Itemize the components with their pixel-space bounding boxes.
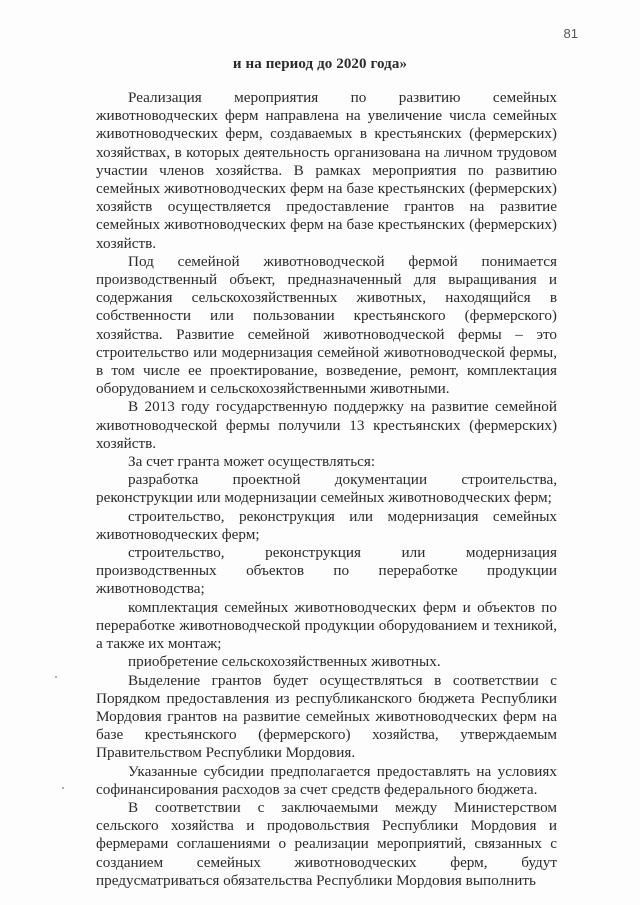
list-item: строительство, реконструкция или модернизация производственных объектов по переработке продукции животноводства;	[96, 544, 557, 598]
paragraph: Выделение грантов будет осуществляться в соответствии с Порядком предоставления из республиканского бюджета Республики Мордовия грантов на развитие семейных животноводческих ферм на базе крестьянского (фермерского) хозяйства, утверждаемым Правительством Республики Мордовия.	[96, 671, 557, 762]
list-item: строительство, реконструкция или модернизация семейных животноводческих ферм;	[96, 507, 557, 543]
paragraph: Указанные субсидии предполагается предоставлять на условиях софинансирования расходов за счет средств федерального бюджета.	[96, 762, 557, 798]
paragraph: В соответствии с заключаемыми между Министерством сельского хозяйства и продовольствия Республики Мордовия и фермерами соглашениями о реализации мероприятий, связанных с созданием семейных животноводческих ферм, будут предусматриваться обязательства Республики Мордовия выполнить	[96, 798, 557, 889]
section-heading: и на период до 2020 года»	[232, 56, 408, 72]
list-item: приобретение сельскохозяйственных животных.	[128, 653, 441, 671]
body-text	[96, 89, 557, 890]
paragraph: За счет гранта может осуществляться:	[128, 453, 376, 471]
scan-speck	[62, 787, 64, 789]
paragraph: Под семейной животноводческой фермой понимается производственный объект, предназначенный для выращивания и содержания сельскохозяйственных животных, находящийся в собственности или пользовании крестьянского (фермерского) хозяйства. Развитие семейной животноводческой фермы – это строительство или модернизация семейной животноводческой фермы, в том числе ее проектирование, возведение, ремонт, комплектация оборудованием и сельскохозяйственными животными.	[96, 252, 557, 398]
paragraph: Реализация мероприятия по развитию семейных животноводческих ферм направлена на увеличение числа семейных животноводческих ферм, создаваемых в крестьянских (фермерских) хозяйствах, в которых деятельность организована на личном трудовом участии членов хозяйства. В рамках мероприятия по развитию семейных животноводческих ферм на базе крестьянских (фермерских) хозяйств осуществляется предоставление грантов на развитие семейных животноводческих ферм на базе крестьянских (фермерских) хозяйств.	[96, 89, 557, 252]
paragraph: В 2013 году государственную поддержку на развитие семейной животноводческой фермы получили 13 крестьянских (фермерских) хозяйств.	[96, 398, 557, 452]
list-item: разработка проектной документации строительства, реконструкции или модернизации семейных животноводческих ферм;	[96, 471, 557, 507]
list-item: комплектация семейных животноводческих ферм и объектов по переработке животноводческой продукции оборудованием и техникой, а также их монтаж;	[96, 598, 557, 653]
scan-speck	[55, 676, 57, 678]
page-number: 81	[563, 26, 578, 41]
